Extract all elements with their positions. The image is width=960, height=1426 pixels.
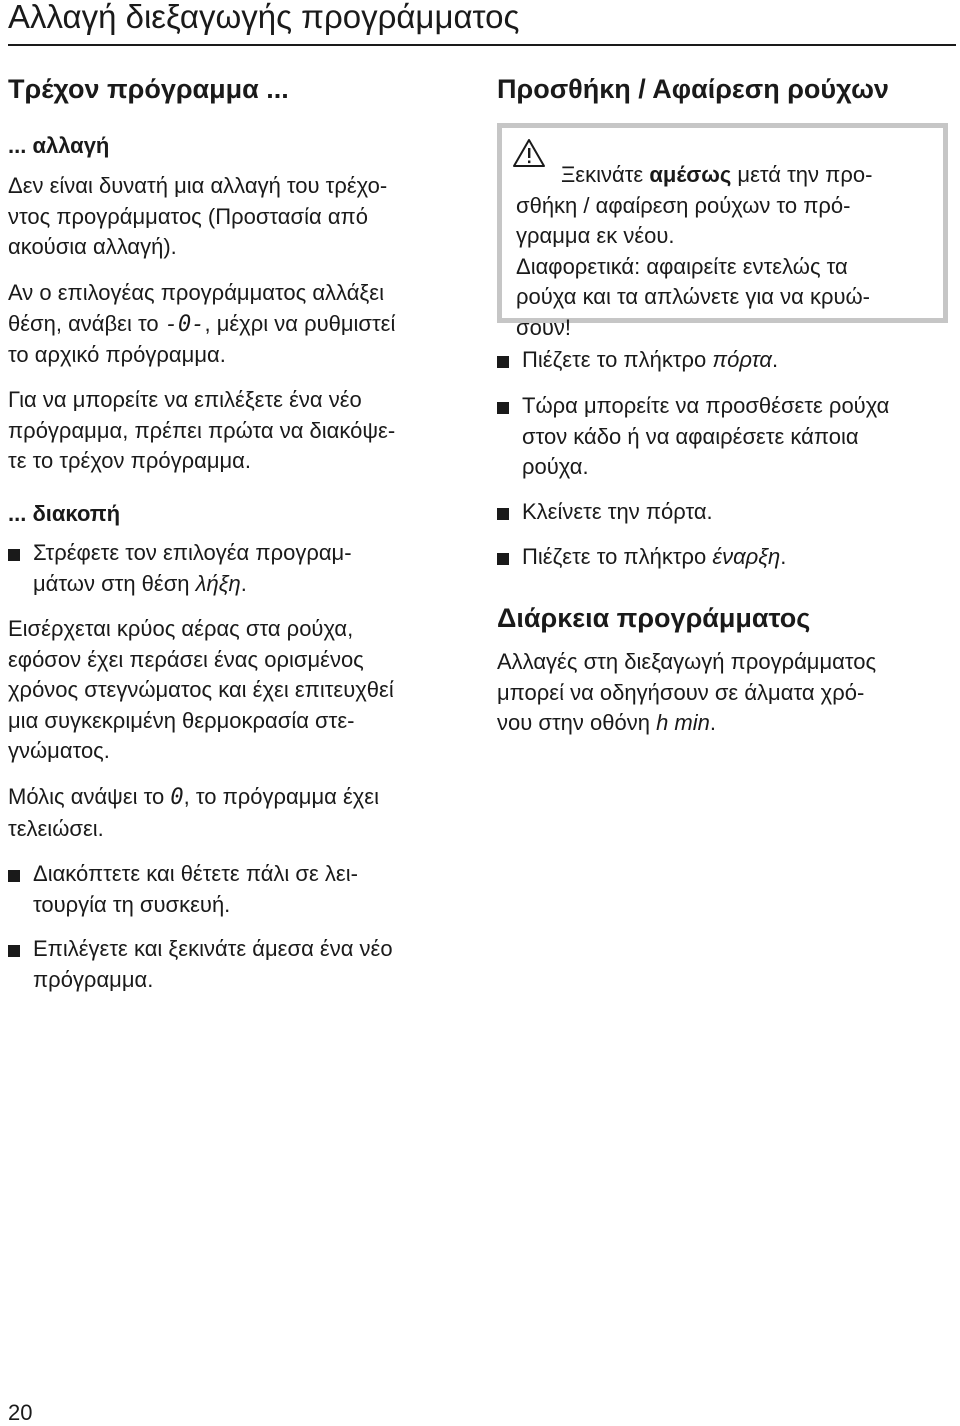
section-heading-duration: Διάρκεια προγράμματος <box>497 603 811 633</box>
paragraph-cool-air: Εισέρχεται κρύος αέρας στα ρούχα, εφόσον έχει περάσει ένας ορισμένος χρόνος στεγνώματος και έχει επιτευχθεί μια συγκεκριμένη θερμοκρασία στε- γνώματος. <box>8 616 394 763</box>
bullet-square-icon <box>8 945 20 957</box>
paragraph-program-finished: Μόλις ανάψει το 0, το πρόγραμμα έχει τελειώσει. <box>8 784 380 841</box>
warning-box <box>497 123 948 340</box>
warning-text: Ξεκινάτε αμέσως μετά την προ- σθήκη / αφαίρεση ρούχων το πρό- γραμμα εκ νέου. Διαφορετικά: αφαιρείτε εντελώς τα ρούχα και τα απλώνετε για να κρυώ- σουν! <box>516 162 873 340</box>
display-zero-symbol: 0 <box>170 785 184 810</box>
bullet-square-icon <box>8 870 20 882</box>
paragraph-select-new: Για να μπορείτε να επιλέξετε ένα νέο πρόγραμμα, πρέπει πρώτα να διακόψε- τε το τρέχον πρόγραμμα. <box>8 387 396 473</box>
title-divider <box>8 44 956 46</box>
display-dash-zero-symbol: -0- <box>164 311 205 337</box>
section-heading-add-remove: Προσθήκη / Αφαίρεση ρούχων <box>497 74 889 104</box>
page-number: 20 <box>8 1400 33 1425</box>
bullet-square-icon <box>497 553 509 565</box>
bullet-square-icon <box>497 508 509 520</box>
bullet-square-icon <box>497 356 509 368</box>
bullet-square-icon <box>8 549 20 561</box>
page-title: Αλλαγή διεξαγωγής προγράμματος <box>8 0 520 35</box>
bullet-square-icon <box>497 402 509 414</box>
paragraph-selector-moved: Αν ο επιλογέας προγράμματος αλλάξει θέση, ανάβει το -0-, μέχρι να ρυθμιστεί το αρχικό πρόγραμμα. <box>8 280 396 367</box>
subheading-interrupt: ... διακοπή <box>8 501 121 526</box>
paragraph-no-change: Δεν είναι δυνατή μια αλλαγή του τρέχο- ντος προγράμματος (Προστασία από ακούσια αλλαγή). <box>8 173 388 259</box>
section-heading-current-program: Τρέχον πρόγραμμα ... <box>8 74 289 104</box>
paragraph-duration-jumps: Αλλαγές στη διεξαγωγή προγράμματος μπορεί να οδηγήσουν σε άλματα χρό- νου στην οθόνη h min. <box>497 649 877 735</box>
subheading-change: ... αλλαγή <box>8 133 110 158</box>
